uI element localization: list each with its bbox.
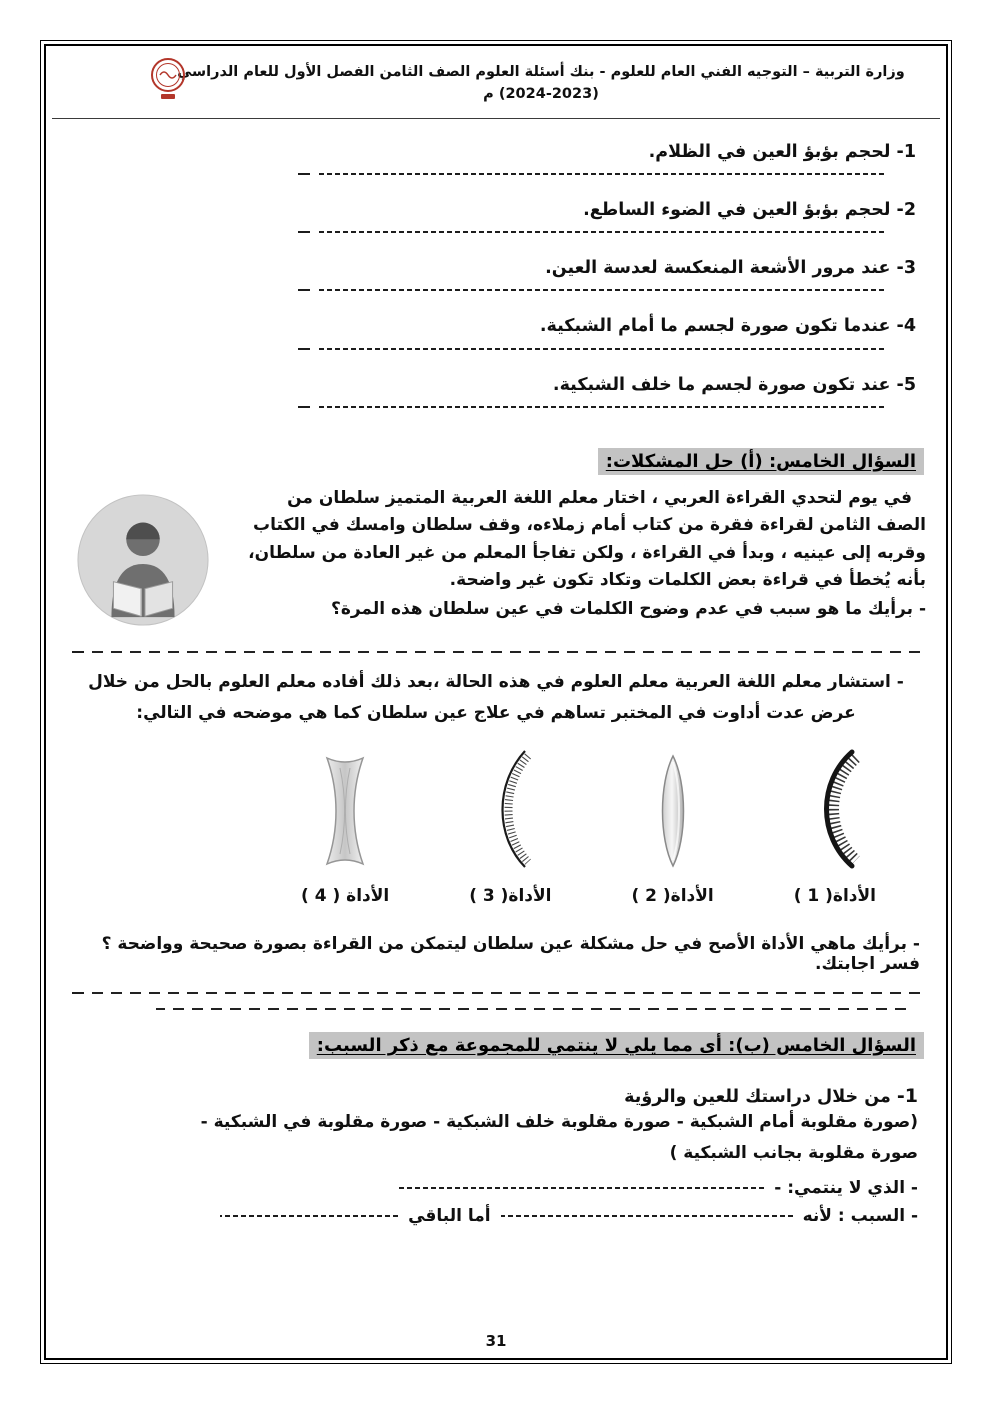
pupil-case-item: 3- عند مرور الأشعة المنعكسة لعدسة العين. <box>545 258 916 278</box>
dash-run <box>92 992 920 994</box>
problem-story-text-column <box>234 485 926 619</box>
dashed-answer-line <box>298 231 884 233</box>
tool-label: الأداة ( 4 ) <box>301 885 390 906</box>
dash-tail <box>298 231 310 233</box>
dash-run <box>396 1187 764 1189</box>
page-number: 31 <box>485 1332 507 1350</box>
tool-3 <box>469 748 551 906</box>
ministry-seal-icon <box>148 56 188 106</box>
dash-run <box>318 289 884 291</box>
dash-run <box>318 406 884 408</box>
question-5b-title: السؤال الخامس (ب): أى مما يلي لا ينتمي للمجموعة مع ذكر السبب: <box>309 1032 924 1059</box>
consultation-paragraph: - استشار معلم اللغة العربية معلم العلوم في هذه الحالة ،بعد ذلك أفاده معلم العلوم بالحل من خلال عرض عدت أداوت في المختبر تساهم في علاج عين سلطان كما هي موضحه في التالي: <box>88 671 904 724</box>
biconcave-lens-icon <box>313 752 377 874</box>
lab-tools-row <box>301 748 876 906</box>
not-belong-row <box>66 1178 918 1198</box>
group-item-title: من خلال دراستك للعين والرؤية <box>624 1086 897 1107</box>
dash-tail <box>72 651 84 653</box>
tool-label: الأداة( 1 ) <box>793 885 876 906</box>
dash-tail <box>298 173 310 175</box>
reason-question: - برأيك ما هو سبب في عدم وضوح الكلمات في عين سلطان هذه المرة؟ <box>330 598 926 619</box>
dash-run <box>318 173 884 175</box>
not-belong-label: - الذي لا ينتمي: - <box>774 1177 918 1198</box>
options-line-1: (صورة مقلوبة أمام الشبكية - صورة مقلوبة خلف الشبكية - صورة مقلوبة في الشبكية - <box>200 1111 918 1132</box>
dashed-answer-line <box>298 406 884 408</box>
dashed-separator <box>72 992 920 994</box>
dash-tail <box>298 289 310 291</box>
story-paragraph: في يوم لتحدي القراءة العربي ، اختار معلم اللغة العربية المتميز سلطان من الصف الثامن لقراءة فقرة من كتاب أمام زملاءه، وقف سلطان وامسك في الكتاب وقربه إلى عينيه ، وبدأ في القراءة ، ولكن تفاجأ المعلم من غير العادة من سلطان، بأنه يُخطأ في قراءة بعض الكلمات وتكاد تكون غير واضحة. <box>248 487 926 591</box>
thin-meniscus-lens-icon <box>475 748 545 874</box>
question-5a-title: السؤال الخامس: (أ) حل المشكلات: <box>598 448 924 475</box>
pupil-case-item: 1- لحجم بؤبؤ العين في الظلام. <box>648 141 916 162</box>
tool-label: الأداة( 2 ) <box>631 885 714 906</box>
dashed-answer-line <box>298 173 884 175</box>
dashed-separator <box>72 651 920 653</box>
document-title: وزارة التربية – التوجيه الفني العام للعلوم - بنك أسئلة العلوم الصف الثامن الفصل الأول للعام الدراسي (2023-2024) م <box>177 64 905 102</box>
tool-2 <box>631 752 713 906</box>
group-item-number: 1- <box>896 1084 918 1107</box>
dash-tail <box>298 348 310 350</box>
dashed-answer-line <box>298 348 884 350</box>
tool-1 <box>794 748 876 906</box>
dash-run <box>318 348 884 350</box>
pupil-case-item: 2- لحجم بؤبؤ العين في الضوء الساطع. <box>583 199 916 220</box>
reason-label: - السبب : لأنه <box>802 1205 918 1226</box>
page-border <box>40 40 952 1364</box>
choose-tool-question: - برأيك ماهي الأداة الأصح في حل مشكلة عين سلطان ليتمكن من القراءة بصورة صحيحة وواضحة ؟ فسر اجابتك. <box>101 933 920 974</box>
dash-tail <box>298 406 310 408</box>
page-header <box>52 54 940 119</box>
options-line-2: صورة مقلوبة بجانب الشبكية ) <box>669 1143 918 1164</box>
pupil-cases-list <box>66 135 926 408</box>
reason-rest-label: أما الباقي <box>408 1205 491 1226</box>
dash-run <box>220 1215 398 1217</box>
pupil-case-item: 4- عندما تكون صورة لجسم ما أمام الشبكية. <box>539 316 916 337</box>
pupil-case-item: 5- عند تكون صورة لجسم ما خلف الشبكية. <box>552 374 916 395</box>
group-item-line <box>66 1085 918 1107</box>
crescent-meniscus-lens-icon <box>800 748 870 874</box>
tool-label: الأداة( 3 ) <box>469 885 552 906</box>
problem-story-block <box>66 485 926 633</box>
dashed-answer-line <box>298 289 884 291</box>
page-content <box>44 44 948 1360</box>
dash-run <box>318 231 884 233</box>
dash-run <box>92 651 920 653</box>
dash-tail <box>72 992 84 994</box>
biconvex-lens-icon <box>645 752 701 874</box>
reason-row <box>66 1206 918 1226</box>
tool-4 <box>301 752 389 906</box>
student-reading-illustration <box>74 491 212 633</box>
dash-run <box>501 1215 793 1217</box>
